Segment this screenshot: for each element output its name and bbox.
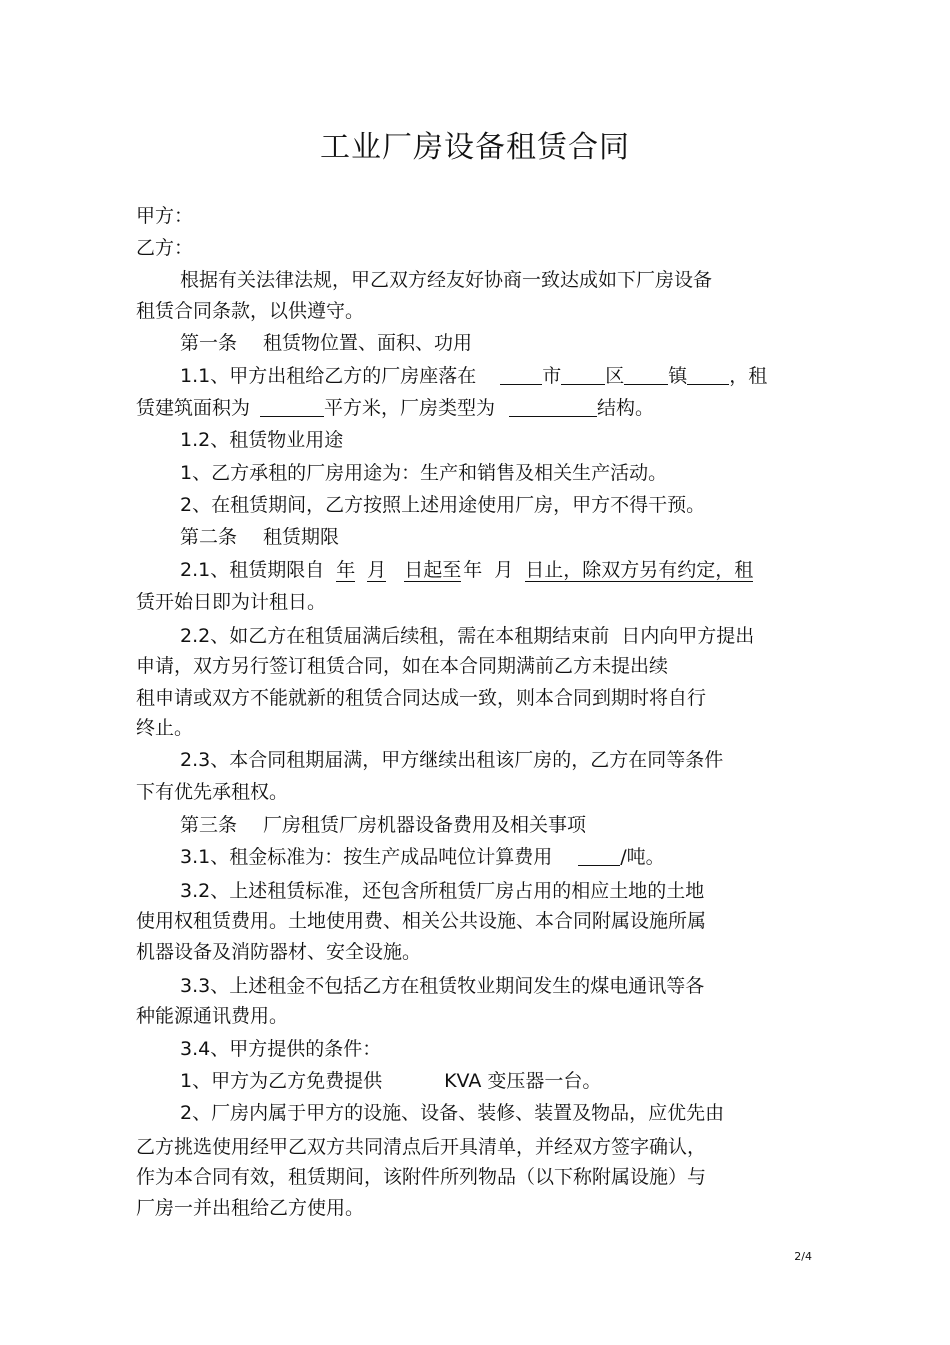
article-2-heading xyxy=(180,525,339,549)
day-from-label: 日起至 xyxy=(404,559,462,581)
party-b-label: 乙方： xyxy=(136,237,194,259)
type-label: 平方米，厂房类型为 xyxy=(324,397,496,419)
clause-3-2-line-3: 机器设备及消防器材、安全设施。 xyxy=(136,941,422,963)
city-label: 市 xyxy=(542,365,562,387)
clause-2-2-line-3: 租申请或双方不能就新的租赁合同达成一致，则本合同到期时将自行 xyxy=(136,687,707,709)
clause-3-1 xyxy=(180,845,665,869)
month-to-label: 月 xyxy=(494,559,514,581)
article-1-number: 第一条 xyxy=(180,332,238,354)
clause-2-2-text: 2.2、如乙方在租赁届满后续租，需在本租期结束前 xyxy=(180,625,610,647)
clause-3-3-line-1: 3.3、上述租金不包括乙方在租赁牧业期间发生的煤电通讯等各 xyxy=(180,975,705,997)
condition-2-line-3: 作为本合同有效，租赁期间，该附件所列物品（以下称附属设施）与 xyxy=(136,1166,707,1188)
document-title: 工业厂房设备租赁合同 xyxy=(320,130,630,165)
clause-2-2-line-2: 申请，双方另行签订租赁合同，如在本合同期满前乙方未提出续 xyxy=(136,655,669,677)
clause-1-1-line-1 xyxy=(180,364,767,388)
area-label: 赁建筑面积为 xyxy=(136,397,251,419)
clause-2-3-line-2: 下有优先承租权。 xyxy=(136,781,289,803)
per-ton-label: /吨。 xyxy=(620,846,665,868)
clause-2-1-tail: 日止，除双方另有约定，租 xyxy=(525,559,754,581)
condition-2-line-4: 厂房一并出租给乙方使用。 xyxy=(136,1197,365,1219)
clause-2-1-line-1 xyxy=(180,558,753,582)
clause-1-1-tail: ，租 xyxy=(729,365,768,387)
town-label: 镇 xyxy=(668,365,688,387)
article-3-number: 第三条 xyxy=(180,814,238,836)
use-item-2: 2、在租赁期间，乙方按照上述用途使用厂房，甲方不得干预。 xyxy=(180,494,706,516)
clause-1-1-line-2 xyxy=(136,396,654,420)
condition-2-line-2: 乙方挑选使用经甲乙双方共同清点后开具清单，并经双方签字确认， xyxy=(136,1136,707,1158)
blank-structure xyxy=(509,398,597,417)
year-label: 年 xyxy=(336,559,356,581)
blank-rent xyxy=(578,847,620,866)
article-1-title: 租赁物位置、面积、功用 xyxy=(263,332,473,354)
clause-3-1-text: 3.1、租金标准为：按生产成品吨位计算费用 xyxy=(180,846,553,868)
condition-1-text: 1、甲方为乙方免费提供 xyxy=(180,1070,383,1092)
article-2-title: 租赁期限 xyxy=(263,526,340,548)
clause-1-2: 1.2、租赁物业用途 xyxy=(180,429,344,451)
clause-2-1-text: 2.1、租赁期限自 xyxy=(180,559,325,581)
condition-1 xyxy=(180,1069,601,1093)
year-to-label: 年 xyxy=(463,559,483,581)
district-label: 区 xyxy=(605,365,625,387)
article-3-title: 厂房租赁厂房机器设备费用及相关事项 xyxy=(263,814,587,836)
intro-line-2: 租赁合同条款，以供遵守。 xyxy=(136,300,365,322)
use-item-1: 1、乙方承租的厂房用途为：生产和销售及相关生产活动。 xyxy=(180,462,668,484)
article-1-heading xyxy=(180,331,472,355)
clause-2-2-line-1 xyxy=(180,624,754,648)
clause-2-2-line-4: 终止。 xyxy=(136,717,194,739)
clause-3-2-line-1: 3.2、上述租赁标准，还包含所租赁厂房占用的相应土地的土地 xyxy=(180,880,705,902)
clause-3-2-line-2: 使用权租赁费用。土地使用费、相关公共设施、本合同附属设施所属 xyxy=(136,910,707,932)
page-number: 2/4 xyxy=(794,1250,812,1263)
article-2-number: 第二条 xyxy=(180,526,238,548)
month-label: 月 xyxy=(367,559,387,581)
transformer-label: KVA 变压器一台。 xyxy=(444,1070,602,1092)
clause-2-3-line-1: 2.3、本合同租期届满，甲方继续出租该厂房的，乙方在同等条件 xyxy=(180,749,724,771)
condition-2-line-1: 2、厂房内属于甲方的设施、设备、装修、装置及物品，应优先由 xyxy=(180,1102,725,1124)
clause-2-2-days: 日内向甲方提出 xyxy=(621,625,755,647)
party-a-label: 甲方： xyxy=(136,205,194,227)
clause-1-1-text: 1.1、甲方出租给乙方的厂房座落在 xyxy=(180,365,477,387)
structure-label: 结构。 xyxy=(597,397,655,419)
blank-district xyxy=(561,366,605,385)
blank-area xyxy=(260,398,324,417)
clause-3-4: 3.4、甲方提供的条件： xyxy=(180,1038,382,1060)
clause-2-1-line-2: 赁开始日即为计租日。 xyxy=(136,591,327,613)
blank-city xyxy=(500,366,542,385)
article-3-heading xyxy=(180,813,586,837)
blank-street xyxy=(687,366,729,385)
blank-town xyxy=(624,366,668,385)
intro-line-1: 根据有关法律法规，甲乙双方经友好协商一致达成如下厂房设备 xyxy=(180,269,713,291)
clause-3-3-line-2: 种能源通讯费用。 xyxy=(136,1005,289,1027)
